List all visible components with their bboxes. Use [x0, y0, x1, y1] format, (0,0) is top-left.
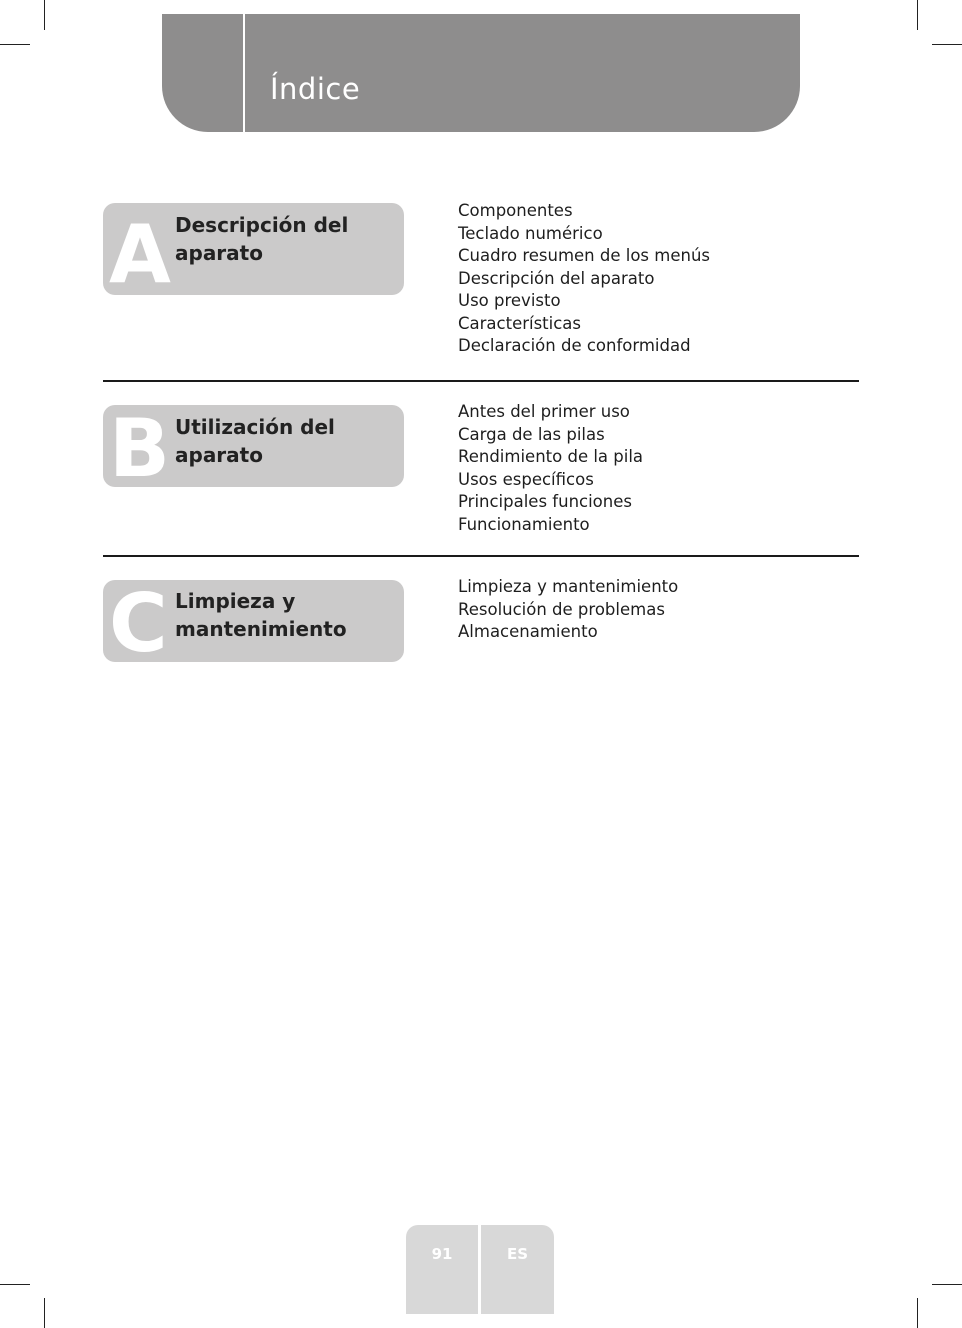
list-item: Almacenamiento: [458, 622, 598, 641]
page-footer: [406, 1225, 554, 1314]
crop-mark: [0, 1284, 30, 1285]
section-divider: [103, 380, 859, 382]
section-b: [103, 402, 859, 545]
section-heading: Limpieza y mantenimiento: [175, 589, 347, 641]
section-heading: Utilización del aparato: [175, 415, 335, 467]
list-item: Declaración de conformidad: [458, 336, 691, 355]
crop-mark: [917, 0, 918, 30]
crop-mark: [44, 1298, 45, 1328]
section-heading: Descripción del aparato: [175, 213, 349, 265]
list-item: Uso previsto: [458, 291, 561, 310]
list-item: Limpieza y mantenimiento: [458, 577, 679, 596]
list-item: Principales funciones: [458, 492, 632, 511]
page-number: 91: [406, 1225, 478, 1314]
section-divider: [103, 555, 859, 557]
list-item: Teclado numérico: [458, 223, 603, 243]
list-item: Funcionamiento: [458, 514, 590, 534]
section-letter: B: [109, 405, 170, 487]
section-letter: C: [109, 580, 168, 662]
section-a: [103, 203, 859, 363]
section-c: [103, 577, 859, 670]
section-a-label-box: [103, 203, 404, 295]
list-item: Resolución de problemas: [458, 599, 665, 619]
list-item: Componentes: [458, 201, 573, 220]
crop-mark: [0, 44, 30, 45]
list-item: Rendimiento de la pila: [458, 447, 644, 466]
list-item: Características: [458, 313, 582, 333]
crop-mark: [44, 0, 45, 30]
page-header: [162, 14, 800, 132]
list-item: Cuadro resumen de los menús: [458, 246, 711, 265]
language-code: ES: [481, 1225, 554, 1314]
page-title: Índice: [270, 72, 361, 106]
section-c-label-box: [103, 580, 404, 662]
section-c-topic-list: [458, 576, 678, 644]
list-item: Carga de las pilas: [458, 424, 605, 444]
crop-mark: [932, 44, 962, 45]
header-divider: [243, 14, 245, 132]
crop-mark: [917, 1298, 918, 1328]
list-item: Antes del primer uso: [458, 402, 630, 421]
list-item: Descripción del aparato: [458, 268, 655, 288]
section-a-topic-list: [458, 200, 710, 358]
section-b-label-box: [103, 405, 404, 487]
section-b-topic-list: [458, 401, 643, 536]
section-letter: A: [109, 208, 171, 295]
crop-mark: [932, 1284, 962, 1285]
list-item: Usos específicos: [458, 469, 594, 489]
